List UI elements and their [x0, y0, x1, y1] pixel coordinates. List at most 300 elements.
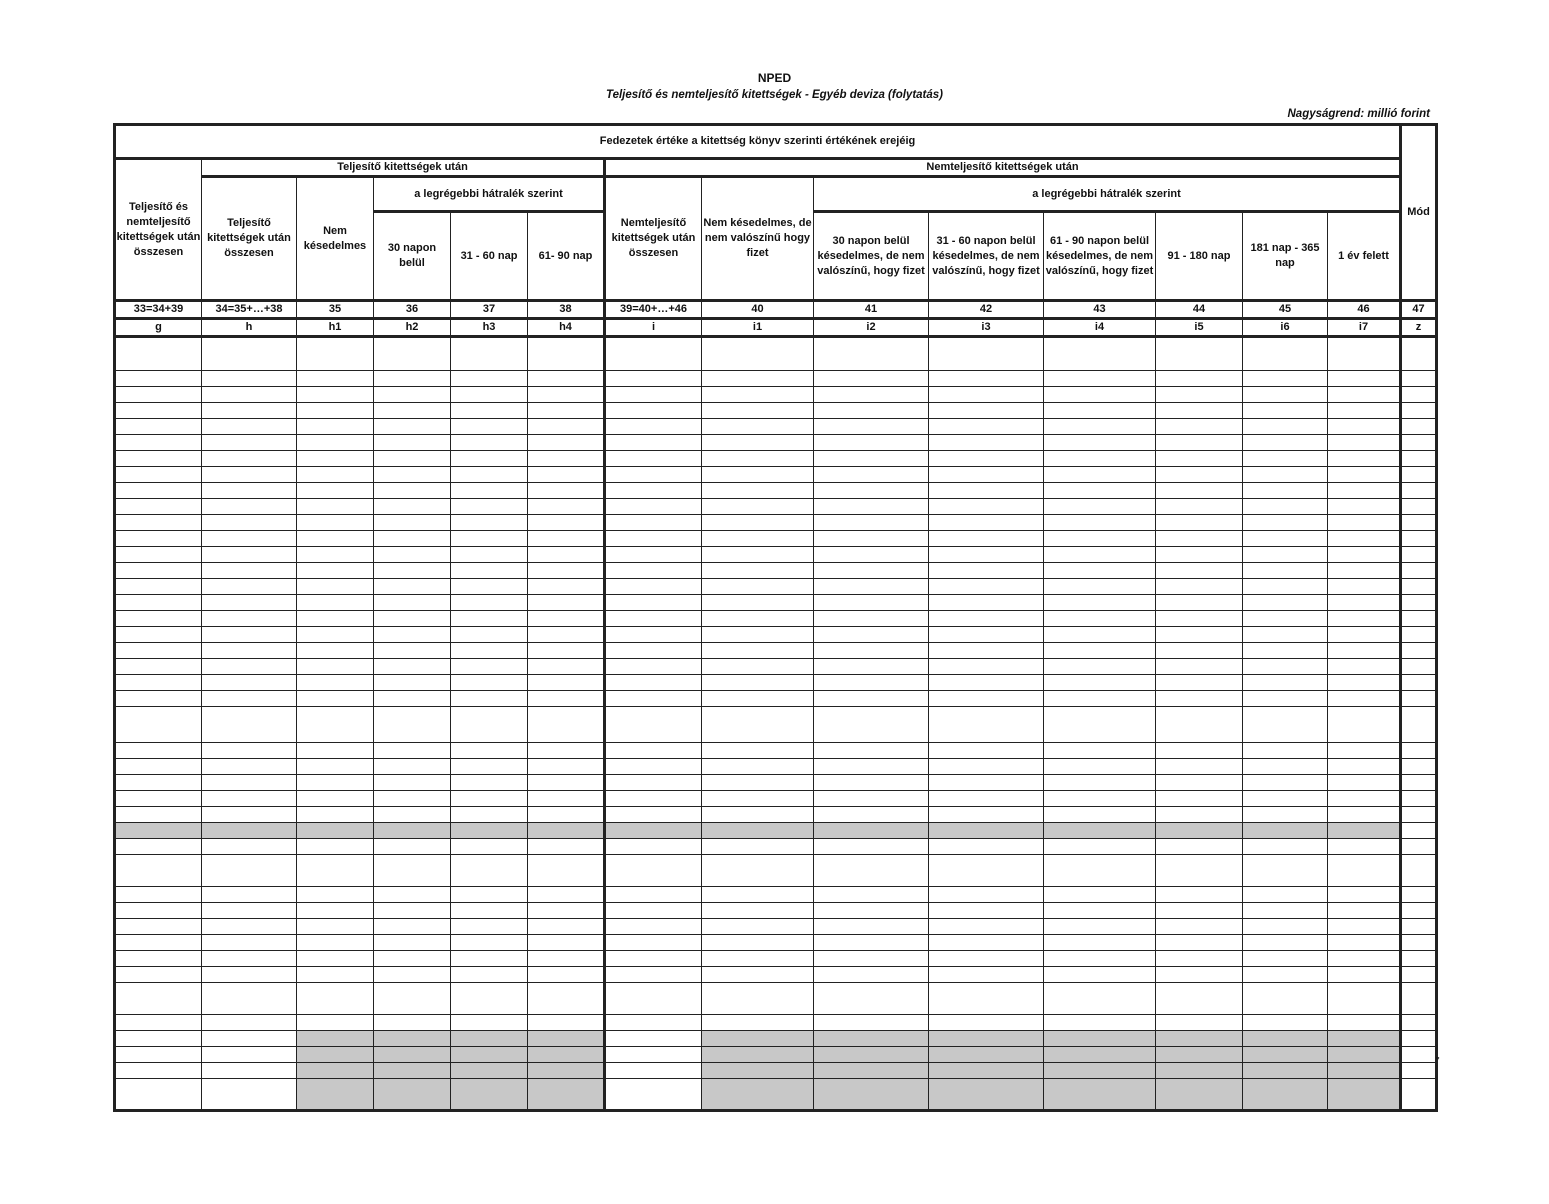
table-cell[interactable] — [115, 643, 202, 659]
table-cell[interactable] — [528, 675, 605, 691]
table-cell[interactable] — [528, 1015, 605, 1031]
table-cell[interactable] — [374, 451, 451, 467]
table-cell[interactable] — [202, 967, 297, 983]
table-cell[interactable] — [1401, 547, 1437, 563]
table-cell[interactable] — [115, 707, 202, 743]
table-cell[interactable] — [1156, 775, 1243, 791]
table-cell[interactable] — [702, 675, 814, 691]
table-cell[interactable] — [1044, 675, 1156, 691]
table-cell[interactable] — [702, 855, 814, 887]
table-cell[interactable] — [115, 371, 202, 387]
table-cell[interactable] — [297, 983, 374, 1015]
table-cell[interactable] — [1156, 531, 1243, 547]
table-cell[interactable] — [1401, 595, 1437, 611]
table-cell[interactable] — [1328, 775, 1401, 791]
table-cell[interactable] — [1243, 435, 1328, 451]
table-cell[interactable] — [374, 499, 451, 515]
table-cell[interactable] — [605, 675, 702, 691]
table-cell[interactable] — [202, 743, 297, 759]
table-cell[interactable] — [814, 675, 929, 691]
table-cell[interactable] — [1328, 337, 1401, 371]
table-cell[interactable] — [451, 855, 528, 887]
table-cell[interactable] — [605, 467, 702, 483]
table-cell[interactable] — [202, 935, 297, 951]
table-cell[interactable] — [1328, 643, 1401, 659]
table-cell[interactable] — [297, 419, 374, 435]
table-cell[interactable] — [814, 823, 929, 839]
table-cell[interactable] — [374, 515, 451, 531]
table-cell[interactable] — [297, 791, 374, 807]
table-cell[interactable] — [605, 967, 702, 983]
table-cell[interactable] — [814, 1015, 929, 1031]
table-cell[interactable] — [1328, 611, 1401, 627]
table-cell[interactable] — [929, 659, 1044, 675]
table-cell[interactable] — [202, 1063, 297, 1079]
table-cell[interactable] — [814, 759, 929, 775]
table-cell[interactable] — [1328, 595, 1401, 611]
table-cell[interactable] — [1156, 1063, 1243, 1079]
table-cell[interactable] — [115, 1063, 202, 1079]
table-cell[interactable] — [202, 451, 297, 467]
table-cell[interactable] — [605, 563, 702, 579]
table-cell[interactable] — [451, 775, 528, 791]
table-cell[interactable] — [1044, 951, 1156, 967]
table-cell[interactable] — [605, 823, 702, 839]
table-cell[interactable] — [1328, 919, 1401, 935]
table-cell[interactable] — [115, 483, 202, 499]
table-cell[interactable] — [374, 935, 451, 951]
table-cell[interactable] — [297, 387, 374, 403]
table-cell[interactable] — [1044, 855, 1156, 887]
table-cell[interactable] — [202, 919, 297, 935]
table-cell[interactable] — [929, 707, 1044, 743]
table-cell[interactable] — [1044, 791, 1156, 807]
table-cell[interactable] — [202, 419, 297, 435]
table-cell[interactable] — [297, 611, 374, 627]
table-cell[interactable] — [1156, 403, 1243, 419]
table-cell[interactable] — [929, 435, 1044, 451]
table-cell[interactable] — [1156, 337, 1243, 371]
table-cell[interactable] — [374, 707, 451, 743]
table-cell[interactable] — [1328, 967, 1401, 983]
table-cell[interactable] — [929, 1031, 1044, 1047]
table-cell[interactable] — [1328, 1015, 1401, 1031]
table-cell[interactable] — [528, 467, 605, 483]
table-cell[interactable] — [1328, 627, 1401, 643]
table-cell[interactable] — [1328, 579, 1401, 595]
table-cell[interactable] — [1328, 707, 1401, 743]
table-cell[interactable] — [1401, 1015, 1437, 1031]
table-cell[interactable] — [605, 435, 702, 451]
table-cell[interactable] — [605, 1015, 702, 1031]
table-cell[interactable] — [929, 967, 1044, 983]
table-cell[interactable] — [1044, 839, 1156, 855]
table-cell[interactable] — [1328, 515, 1401, 531]
table-cell[interactable] — [1156, 1031, 1243, 1047]
table-cell[interactable] — [605, 1031, 702, 1047]
table-cell[interactable] — [451, 643, 528, 659]
table-cell[interactable] — [1044, 823, 1156, 839]
table-cell[interactable] — [115, 1015, 202, 1031]
table-cell[interactable] — [1328, 903, 1401, 919]
table-cell[interactable] — [1401, 743, 1437, 759]
table-cell[interactable] — [702, 983, 814, 1015]
table-cell[interactable] — [1328, 531, 1401, 547]
table-cell[interactable] — [528, 579, 605, 595]
table-cell[interactable] — [1401, 403, 1437, 419]
table-cell[interactable] — [528, 691, 605, 707]
table-cell[interactable] — [1044, 547, 1156, 563]
table-cell[interactable] — [814, 563, 929, 579]
table-cell[interactable] — [702, 903, 814, 919]
table-cell[interactable] — [528, 1063, 605, 1079]
table-cell[interactable] — [528, 759, 605, 775]
table-cell[interactable] — [451, 903, 528, 919]
table-cell[interactable] — [451, 887, 528, 903]
table-cell[interactable] — [929, 419, 1044, 435]
table-cell[interactable] — [115, 791, 202, 807]
table-cell[interactable] — [814, 1063, 929, 1079]
table-cell[interactable] — [374, 563, 451, 579]
table-cell[interactable] — [605, 951, 702, 967]
table-cell[interactable] — [605, 579, 702, 595]
table-cell[interactable] — [1243, 691, 1328, 707]
table-cell[interactable] — [1243, 1015, 1328, 1031]
table-cell[interactable] — [605, 595, 702, 611]
table-cell[interactable] — [115, 887, 202, 903]
table-cell[interactable] — [1401, 759, 1437, 775]
table-cell[interactable] — [202, 823, 297, 839]
table-cell[interactable] — [814, 691, 929, 707]
table-cell[interactable] — [1401, 903, 1437, 919]
table-cell[interactable] — [1401, 627, 1437, 643]
table-cell[interactable] — [702, 337, 814, 371]
table-cell[interactable] — [374, 611, 451, 627]
table-cell[interactable] — [202, 547, 297, 563]
table-cell[interactable] — [1401, 467, 1437, 483]
table-cell[interactable] — [929, 451, 1044, 467]
table-cell[interactable] — [374, 903, 451, 919]
table-cell[interactable] — [528, 611, 605, 627]
table-cell[interactable] — [451, 403, 528, 419]
table-cell[interactable] — [374, 627, 451, 643]
table-cell[interactable] — [1044, 1031, 1156, 1047]
table-cell[interactable] — [297, 967, 374, 983]
table-cell[interactable] — [374, 579, 451, 595]
table-cell[interactable] — [814, 387, 929, 403]
table-cell[interactable] — [1156, 659, 1243, 675]
table-cell[interactable] — [1044, 435, 1156, 451]
table-cell[interactable] — [1044, 1079, 1156, 1111]
table-cell[interactable] — [1156, 691, 1243, 707]
table-cell[interactable] — [1243, 547, 1328, 563]
table-cell[interactable] — [1156, 1079, 1243, 1111]
table-cell[interactable] — [202, 403, 297, 419]
table-cell[interactable] — [1401, 387, 1437, 403]
table-cell[interactable] — [605, 707, 702, 743]
table-cell[interactable] — [1156, 419, 1243, 435]
table-cell[interactable] — [115, 499, 202, 515]
table-cell[interactable] — [202, 707, 297, 743]
table-cell[interactable] — [1156, 983, 1243, 1015]
table-cell[interactable] — [202, 499, 297, 515]
table-cell[interactable] — [814, 855, 929, 887]
table-cell[interactable] — [297, 1079, 374, 1111]
table-cell[interactable] — [451, 807, 528, 823]
table-cell[interactable] — [528, 627, 605, 643]
table-cell[interactable] — [374, 371, 451, 387]
table-cell[interactable] — [528, 707, 605, 743]
table-cell[interactable] — [451, 419, 528, 435]
table-cell[interactable] — [451, 823, 528, 839]
table-cell[interactable] — [1044, 467, 1156, 483]
table-cell[interactable] — [1156, 823, 1243, 839]
table-cell[interactable] — [814, 951, 929, 967]
table-cell[interactable] — [528, 435, 605, 451]
table-cell[interactable] — [929, 759, 1044, 775]
table-cell[interactable] — [702, 467, 814, 483]
table-cell[interactable] — [528, 531, 605, 547]
table-cell[interactable] — [929, 839, 1044, 855]
table-cell[interactable] — [1156, 499, 1243, 515]
table-cell[interactable] — [929, 887, 1044, 903]
table-cell[interactable] — [605, 483, 702, 499]
table-cell[interactable] — [297, 707, 374, 743]
table-cell[interactable] — [1243, 775, 1328, 791]
table-cell[interactable] — [1243, 707, 1328, 743]
table-cell[interactable] — [1328, 451, 1401, 467]
table-cell[interactable] — [374, 1063, 451, 1079]
table-cell[interactable] — [1401, 807, 1437, 823]
table-cell[interactable] — [202, 515, 297, 531]
table-cell[interactable] — [1401, 967, 1437, 983]
table-cell[interactable] — [374, 983, 451, 1015]
table-cell[interactable] — [202, 483, 297, 499]
table-cell[interactable] — [702, 1063, 814, 1079]
table-cell[interactable] — [297, 659, 374, 675]
table-cell[interactable] — [1401, 691, 1437, 707]
table-cell[interactable] — [1401, 371, 1437, 387]
table-cell[interactable] — [202, 951, 297, 967]
table-cell[interactable] — [1328, 791, 1401, 807]
table-cell[interactable] — [929, 467, 1044, 483]
table-cell[interactable] — [605, 903, 702, 919]
table-cell[interactable] — [1156, 759, 1243, 775]
table-cell[interactable] — [115, 919, 202, 935]
table-cell[interactable] — [451, 531, 528, 547]
table-cell[interactable] — [814, 919, 929, 935]
table-cell[interactable] — [814, 531, 929, 547]
table-cell[interactable] — [814, 435, 929, 451]
table-cell[interactable] — [202, 563, 297, 579]
table-cell[interactable] — [814, 983, 929, 1015]
table-cell[interactable] — [297, 919, 374, 935]
table-cell[interactable] — [115, 419, 202, 435]
table-cell[interactable] — [451, 935, 528, 951]
table-cell[interactable] — [451, 759, 528, 775]
table-cell[interactable] — [1044, 707, 1156, 743]
table-cell[interactable] — [374, 1031, 451, 1047]
table-cell[interactable] — [702, 743, 814, 759]
table-cell[interactable] — [1401, 611, 1437, 627]
table-cell[interactable] — [1044, 579, 1156, 595]
table-cell[interactable] — [1401, 887, 1437, 903]
table-cell[interactable] — [202, 791, 297, 807]
table-cell[interactable] — [374, 951, 451, 967]
table-cell[interactable] — [702, 579, 814, 595]
table-cell[interactable] — [1243, 643, 1328, 659]
table-cell[interactable] — [605, 919, 702, 935]
table-cell[interactable] — [1401, 1047, 1437, 1063]
table-cell[interactable] — [297, 435, 374, 451]
table-cell[interactable] — [1156, 807, 1243, 823]
table-cell[interactable] — [528, 483, 605, 499]
table-cell[interactable] — [814, 659, 929, 675]
table-cell[interactable] — [1243, 855, 1328, 887]
table-cell[interactable] — [1156, 675, 1243, 691]
table-cell[interactable] — [814, 451, 929, 467]
table-cell[interactable] — [115, 547, 202, 563]
table-cell[interactable] — [528, 515, 605, 531]
table-cell[interactable] — [1243, 903, 1328, 919]
table-cell[interactable] — [1044, 759, 1156, 775]
table-cell[interactable] — [115, 855, 202, 887]
table-cell[interactable] — [929, 791, 1044, 807]
table-cell[interactable] — [1401, 451, 1437, 467]
table-cell[interactable] — [1156, 919, 1243, 935]
table-cell[interactable] — [451, 659, 528, 675]
table-cell[interactable] — [1156, 371, 1243, 387]
table-cell[interactable] — [929, 595, 1044, 611]
table-cell[interactable] — [1328, 1063, 1401, 1079]
table-cell[interactable] — [605, 403, 702, 419]
table-cell[interactable] — [528, 807, 605, 823]
table-cell[interactable] — [1328, 371, 1401, 387]
table-cell[interactable] — [115, 531, 202, 547]
table-cell[interactable] — [814, 935, 929, 951]
table-cell[interactable] — [202, 691, 297, 707]
table-cell[interactable] — [702, 403, 814, 419]
table-cell[interactable] — [1401, 531, 1437, 547]
table-cell[interactable] — [702, 823, 814, 839]
table-cell[interactable] — [1044, 807, 1156, 823]
table-cell[interactable] — [702, 531, 814, 547]
table-cell[interactable] — [1156, 839, 1243, 855]
table-cell[interactable] — [202, 983, 297, 1015]
table-cell[interactable] — [451, 547, 528, 563]
table-cell[interactable] — [605, 419, 702, 435]
table-cell[interactable] — [297, 483, 374, 499]
table-cell[interactable] — [528, 371, 605, 387]
table-cell[interactable] — [1243, 611, 1328, 627]
table-cell[interactable] — [451, 451, 528, 467]
table-cell[interactable] — [1243, 935, 1328, 951]
table-cell[interactable] — [451, 515, 528, 531]
table-cell[interactable] — [702, 563, 814, 579]
table-cell[interactable] — [1156, 903, 1243, 919]
table-cell[interactable] — [115, 823, 202, 839]
table-cell[interactable] — [1401, 1063, 1437, 1079]
table-cell[interactable] — [297, 499, 374, 515]
table-cell[interactable] — [528, 387, 605, 403]
table-cell[interactable] — [202, 627, 297, 643]
table-cell[interactable] — [374, 675, 451, 691]
table-cell[interactable] — [451, 337, 528, 371]
table-cell[interactable] — [929, 563, 1044, 579]
table-cell[interactable] — [1156, 387, 1243, 403]
table-cell[interactable] — [1328, 1079, 1401, 1111]
table-cell[interactable] — [1243, 595, 1328, 611]
table-cell[interactable] — [1156, 515, 1243, 531]
table-cell[interactable] — [929, 1047, 1044, 1063]
table-cell[interactable] — [1401, 579, 1437, 595]
table-cell[interactable] — [374, 919, 451, 935]
table-cell[interactable] — [374, 839, 451, 855]
table-cell[interactable] — [929, 855, 1044, 887]
table-cell[interactable] — [374, 435, 451, 451]
table-cell[interactable] — [115, 675, 202, 691]
table-cell[interactable] — [297, 903, 374, 919]
table-cell[interactable] — [297, 807, 374, 823]
table-cell[interactable] — [1243, 499, 1328, 515]
table-cell[interactable] — [814, 1047, 929, 1063]
table-cell[interactable] — [451, 467, 528, 483]
table-cell[interactable] — [451, 1079, 528, 1111]
table-cell[interactable] — [1044, 887, 1156, 903]
table-cell[interactable] — [202, 675, 297, 691]
table-cell[interactable] — [1401, 707, 1437, 743]
table-cell[interactable] — [605, 451, 702, 467]
table-cell[interactable] — [702, 419, 814, 435]
table-cell[interactable] — [297, 675, 374, 691]
table-cell[interactable] — [1044, 983, 1156, 1015]
table-cell[interactable] — [115, 595, 202, 611]
table-cell[interactable] — [1044, 935, 1156, 951]
table-cell[interactable] — [1401, 563, 1437, 579]
table-cell[interactable] — [1401, 419, 1437, 435]
table-cell[interactable] — [605, 839, 702, 855]
table-cell[interactable] — [115, 659, 202, 675]
table-cell[interactable] — [702, 707, 814, 743]
table-cell[interactable] — [202, 643, 297, 659]
table-cell[interactable] — [374, 691, 451, 707]
table-cell[interactable] — [1401, 659, 1437, 675]
table-cell[interactable] — [1328, 403, 1401, 419]
table-cell[interactable] — [528, 659, 605, 675]
table-cell[interactable] — [115, 743, 202, 759]
table-cell[interactable] — [451, 563, 528, 579]
table-cell[interactable] — [451, 675, 528, 691]
table-cell[interactable] — [605, 855, 702, 887]
table-cell[interactable] — [1044, 451, 1156, 467]
table-cell[interactable] — [1243, 967, 1328, 983]
table-cell[interactable] — [1243, 887, 1328, 903]
table-cell[interactable] — [1401, 983, 1437, 1015]
table-cell[interactable] — [115, 627, 202, 643]
table-cell[interactable] — [115, 967, 202, 983]
table-cell[interactable] — [115, 759, 202, 775]
table-cell[interactable] — [528, 337, 605, 371]
table-cell[interactable] — [814, 611, 929, 627]
table-cell[interactable] — [929, 387, 1044, 403]
table-cell[interactable] — [605, 371, 702, 387]
table-cell[interactable] — [374, 967, 451, 983]
table-cell[interactable] — [297, 547, 374, 563]
table-cell[interactable] — [814, 743, 929, 759]
table-cell[interactable] — [702, 775, 814, 791]
table-cell[interactable] — [1401, 1079, 1437, 1111]
table-cell[interactable] — [1243, 1079, 1328, 1111]
